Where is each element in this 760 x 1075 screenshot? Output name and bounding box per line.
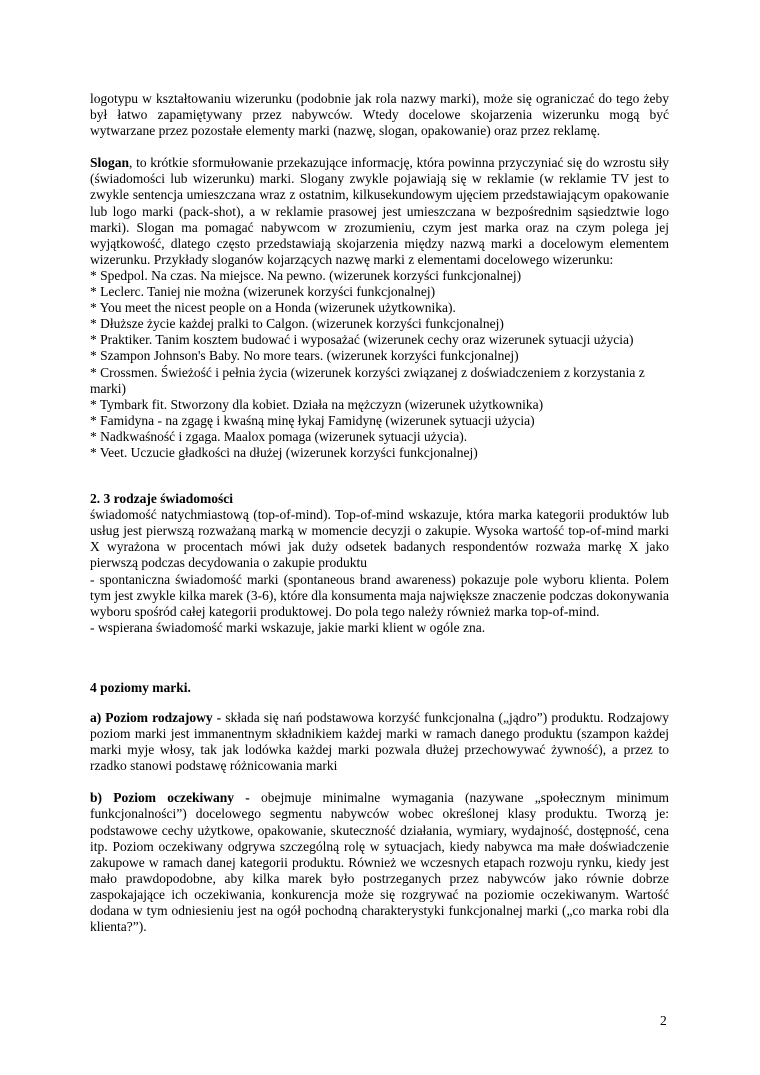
awareness-heading <box>90 491 669 507</box>
slogan-example: * Nadkwaśność i zgaga. Maalox pomaga (wizerunek sytuacji użycia). <box>90 428 468 444</box>
slogan-term: Slogan <box>90 155 130 171</box>
levels-heading <box>90 680 669 696</box>
spacer <box>90 636 669 680</box>
level-expected <box>90 790 669 935</box>
level-expected-term: b) Poziom oczekiwany - <box>90 790 250 806</box>
level-generic-text: składa się nań podstawowa korzyść funkcjonalna („jądro”) produktu. Rodzajowy poziom marki jest immanentnym składnikiem każdej marki w ramach danego produktu (szampon każdej marki myje włosy, tak jak lodówka każdej marki pozwala dłużej przechowywać żywność), a przez to rzadko stanowi podstawę różnicowania marki <box>90 710 670 774</box>
level-expected-text: obejmuje minimalne wymagania (nazywane „społecznym minimum funkcjonalności”) docelowego segmentu nabywców wobec określonej klasy produktu. Tworzą je: podstawowe cechy użytkowe, opakowanie, skuteczność działania, wymiary, wydajność, dostępność, cena itp. Poziom oczekiwany odgrywa szczególną rolę w sytuacjach, kiedy nabywca ma małe doświadczenie zakupowe w ramach danej kategorii produktu. Również we wczesnych etapach rozwoju rynku, kiedy jest mało prawdopodobne, aby kilka marek było postrzeganych przez nabywców jako równie dobrze zaspokajające ich oczekiwania, konkurencja może się rozgrywać na poziomie oczekiwanym. Wartość dodana w tym odniesieniu jest na ogół pochodną charakterystyki funkcjonalnej marki („co marka robi dla klienta?”). <box>90 790 670 935</box>
level-generic-term: a) Poziom rodzajowy - <box>90 710 222 725</box>
spacer <box>90 461 669 491</box>
slogan-example: * Dłuższe życie każdej pralki to Calgon. (wizerunek korzyści funkcjonalnej) <box>90 316 504 332</box>
awareness-top-of-mind: świadomość natychmiastową (top-of-mind). Top-of-mind wskazuje, która marka kategorii produktów lub usług jest pierwszą rozważaną marką w momencie decyzji o zakupie. Wysoka wartość top-of-mind marki X wyrażona w procentach mówi jak duży odsetek badanych respondentów rozważa markę X jako pierwszą podczas decydowania o zakupie produktu <box>90 507 669 571</box>
spacer <box>90 774 669 790</box>
levels-heading-text: 4 poziomy marki. <box>90 679 191 695</box>
spacer <box>90 696 669 710</box>
spacer <box>90 139 669 155</box>
page-content <box>90 91 669 935</box>
slogan-example: * You meet the nicest people on a Honda (wizerunek użytkownika). <box>90 300 456 316</box>
slogan-example: * Praktiker. Tanim kosztem budować i wyposażać (wizerunek cechy oraz wizerunek sytuacji użycia) <box>90 332 634 348</box>
awareness-spontaneous: - spontaniczna świadomość marki (spontaneous brand awareness) pokazuje pole wyboru klienta. Polem tym jest zwykle kilka marek (3-6), które dla konsumenta maja największe znaczenie podczas dokonywania wyboru spośród całej kategorii produktowej. Do pola tego należy również marka top-of-mind. <box>90 571 669 619</box>
slogan-example: * Tymbark fit. Stworzony dla kobiet. Działa na mężczyzn (wizerunek użytkownika) <box>90 396 544 412</box>
slogan-example: * Famidyna - na zgagę i kwaśną minę łykaj Famidynę (wizerunek sytuacji użycia) <box>90 412 535 428</box>
slogan-example: * Leclerc. Taniej nie można (wizerunek korzyści funkcjonalnej) <box>90 284 436 300</box>
awareness-heading-text: 2. 3 rodzaje świadomości <box>90 491 233 507</box>
slogan-example: * Szampon Johnson's Baby. No more tears. (wizerunek korzyści funkcjonalnej) <box>90 348 519 364</box>
slogan-example: * Crossmen. Świeżość i pełnia życia (wizerunek korzyści związanej z doświadczeniem z korzystania z marki) <box>90 364 645 396</box>
slogan-example: * Spedpol. Na czas. Na miejsce. Na pewno. (wizerunek korzyści funkcjonalnej) <box>90 267 522 283</box>
slogan-example: * Veet. Uczucie gładkości na dłużej (wizerunek korzyści funkcjonalnej) <box>90 444 478 460</box>
slogan-paragraph <box>90 155 669 268</box>
level-generic <box>90 710 669 774</box>
intro-paragraph: logotypu w kształtowaniu wizerunku (podobnie jak rola nazwy marki), może się ograniczać do tego żeby był łatwo zapamiętywany przez nabywców. Wtedy docelowe skojarzenia wizerunku mogą być wytwarzane przez pozostałe elementy marki (nazwę, slogan, opakowanie) oraz przez reklamę. <box>90 91 669 139</box>
slogan-definition: , to krótkie sformułowanie przekazujące informację, która powinna przyczyniać się do wzrostu siły (świadomości lub wizerunku) marki. Slogany zwykle pojawiają się w reklamie (w reklamie TV jest to zwykle sentencja umieszczana wraz z ostatnim, kilkusekundowym ujęciem przedstawiającym opakowanie lub logo marki (pack-shot), a w reklamie prasowej jest umieszczana w bezpośrednim sąsiedztwie logo marki). Slogan ma pomagać nabywcom w zrozumieniu, czym jest marka oraz na czym polega jej wyjątkowość, dlatego często przedstawiają skojarzenia między nazwą marki a docelowym elementem wizerunku. Przykłady sloganów kojarzących nazwę marki z elementami docelowego wizerunku: <box>90 155 669 267</box>
page-number: 2 <box>660 1013 667 1028</box>
awareness-aided: - wspierana świadomość marki wskazuje, jakie marki klient w ogóle zna. <box>90 619 486 635</box>
